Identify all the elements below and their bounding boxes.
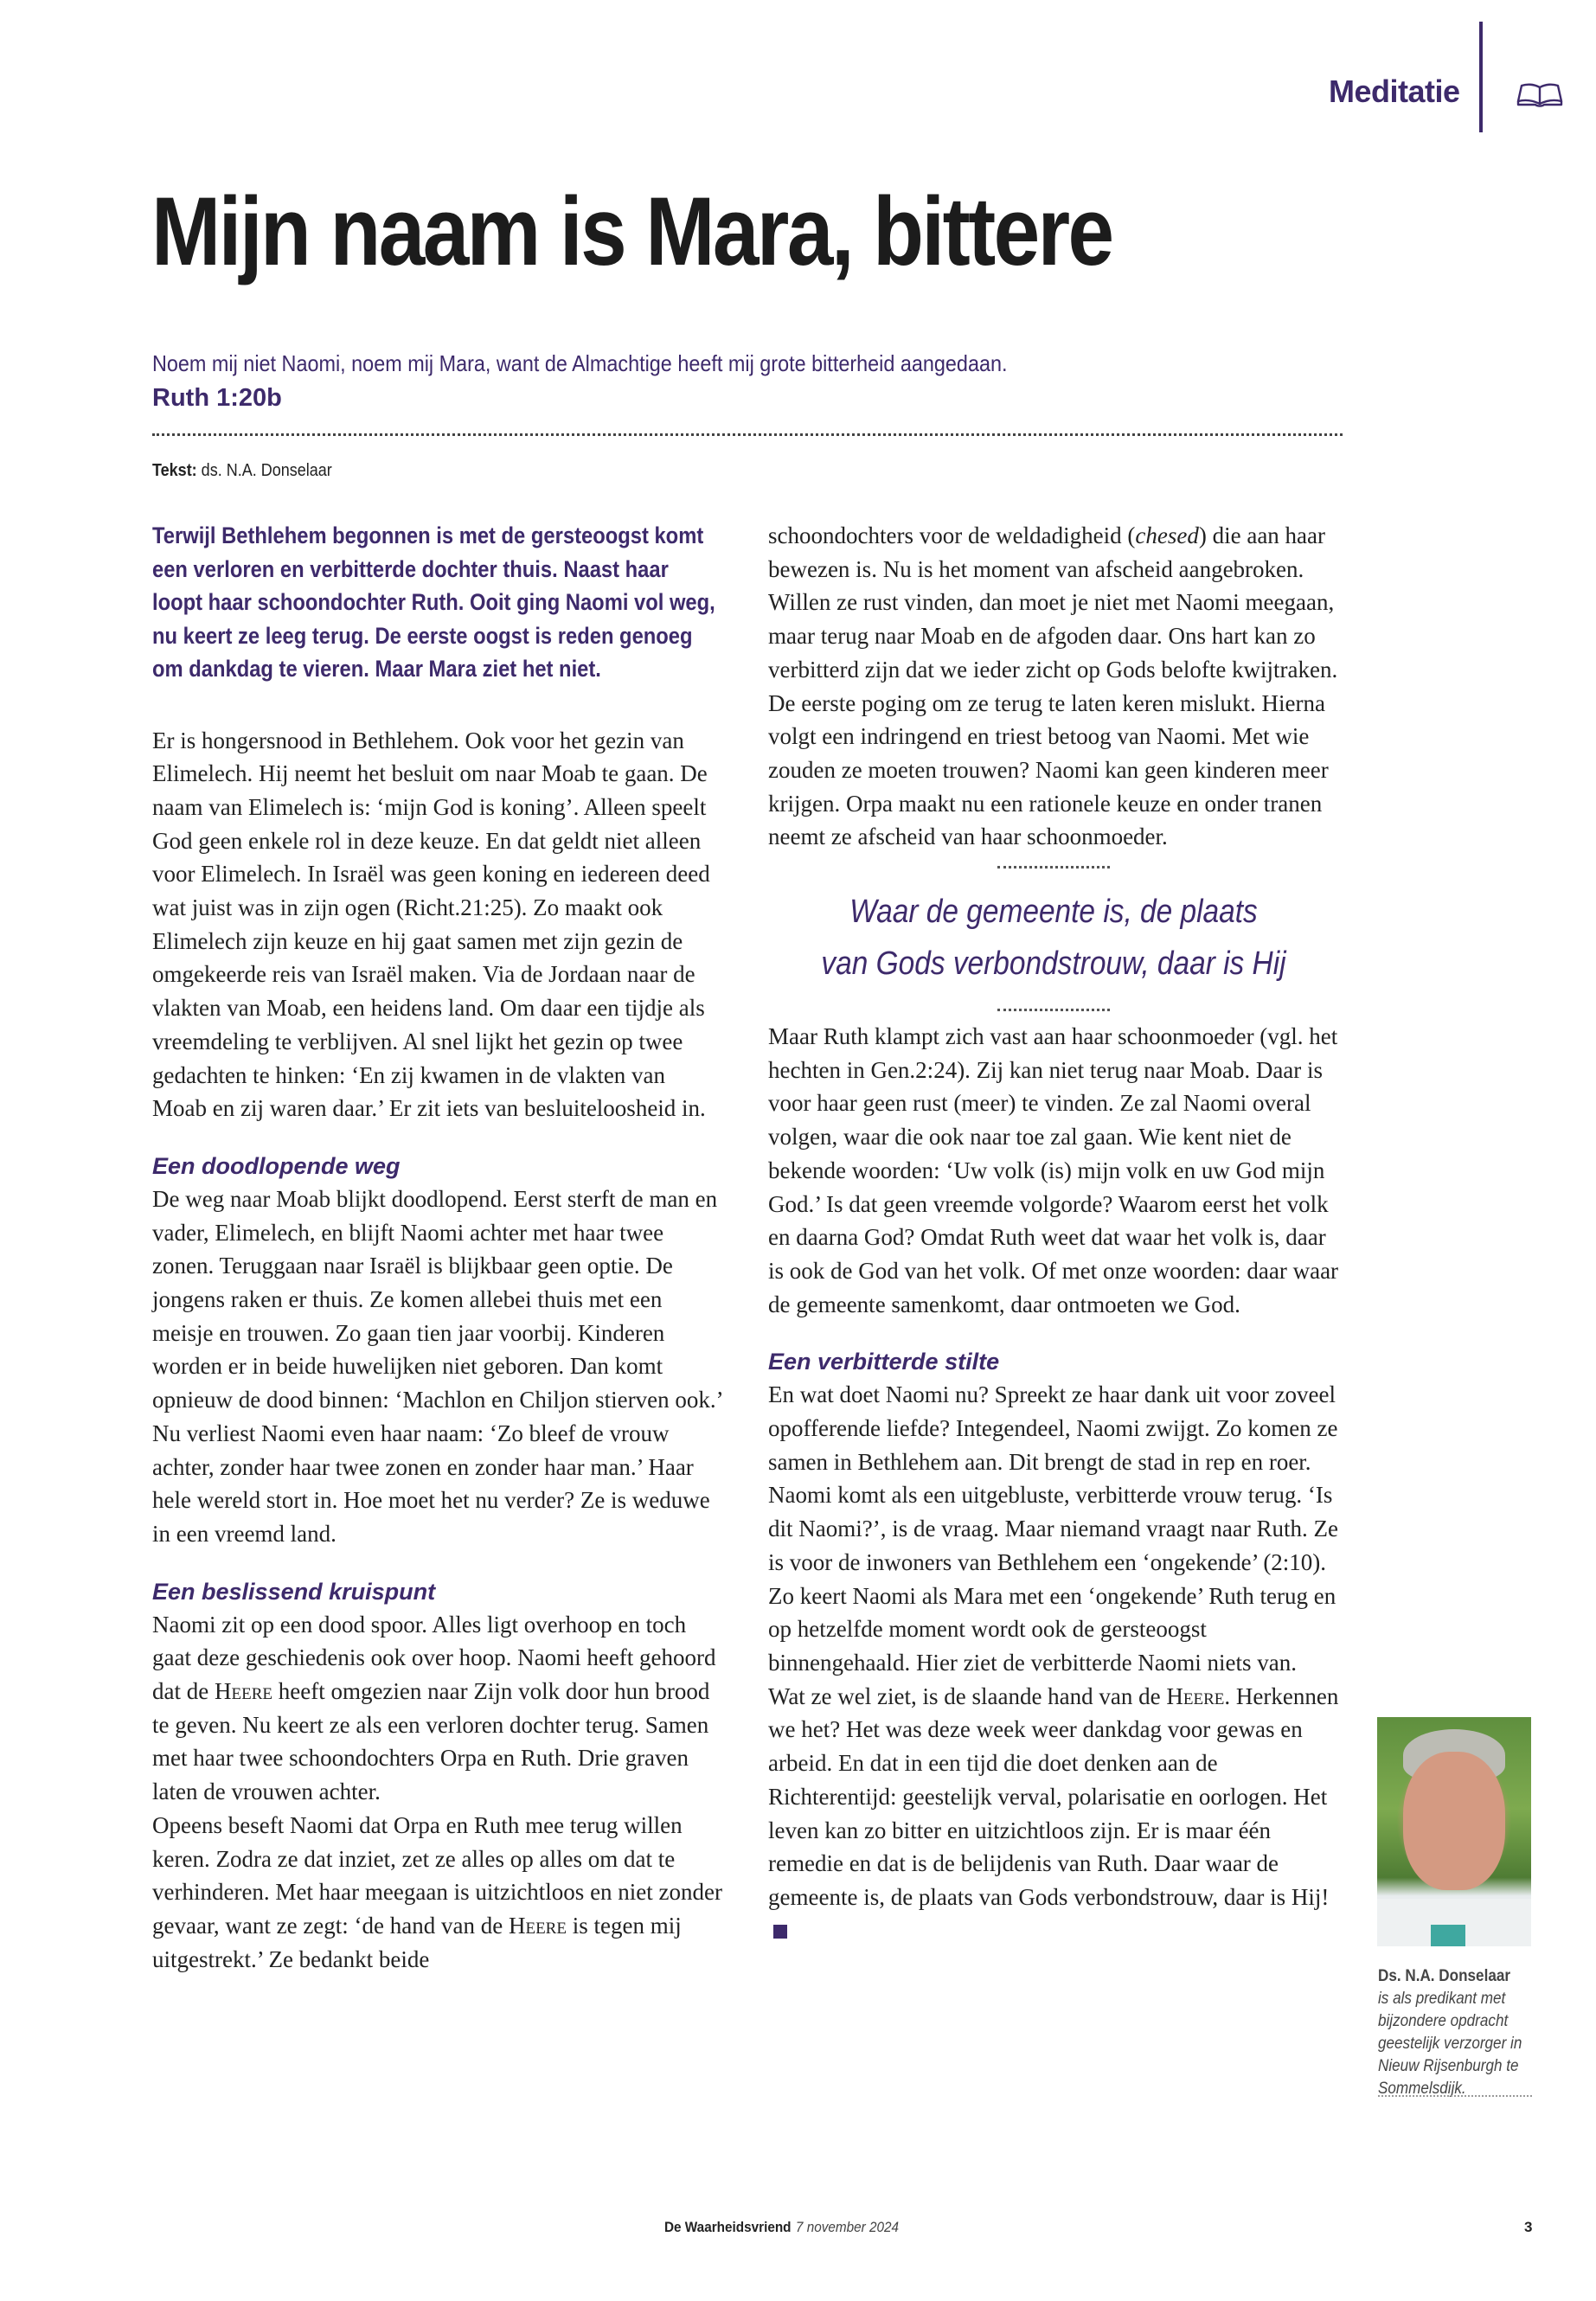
author-caption: [1378, 1965, 1542, 2100]
author-bio: is als predikant met bijzondere opdracht geestelijk verzorger in Nieuw Rijsenburgh te Sommelsdijk.: [1378, 1990, 1522, 2098]
section-divider: [1479, 22, 1483, 132]
section-label: Meditatie: [1329, 74, 1460, 109]
body-paragraph: Zo keert Naomi als Mara met een ‘ongekende’ Ruth terug en op hetzelfde moment wordt ook de gersteoogst binnengehaald. Hier ziet de verbitterde Naomi niets van. Wat ze wel ziet, is de slaande hand van de Heere. Herkennen we het? Het was deze week weer dankdag voor gewas en arbeid. En dat in een tijd die doet denken aan de Richterentijd: geestelijk verval, polarisatie en oorlogen. Het leven kan zo bitter en uitzichtloos zijn. Er is maar één remedie en dat is de belijdenis van Ruth. Daar waar de gemeente is, de plaats van Gods verbondstrouw, daar is Hij!: [768, 1580, 1339, 1948]
issue-date: 7 november 2024: [795, 2219, 900, 2235]
heere-smallcaps: Heere: [508, 1913, 567, 1939]
heere-smallcaps: Heere: [214, 1678, 272, 1705]
body-paragraph: Maar Ruth klampt zich vast aan haar schoonmoeder (vgl. het hechten in Gen.2:24). Zij kan niet terug naar Moab. Daar is voor haar geen rust (meer) te vinden. Ze zal Naomi overal volgen, waar die ook naar toe zal gaan. Wie kent niet de bekende woorden: ‘Uw volk (is) mijn volk en uw God mijn God.’ Is dat geen vreemde volgorde? Waarom eerst het volk en daarna God? Omdat Ruth weet dat waar het volk is, daar is ook de God van het volk. Of met onze woorden: daar waar de gemeente samenkomt, daar ontmoeten we God.: [768, 1023, 1339, 1317]
pull-quote-dots-bottom: [997, 1009, 1110, 1011]
end-of-article-square-icon: [773, 1925, 787, 1939]
body-paragraph: Er is hongersnood in Bethlehem. Ook voor het gezin van Elimelech. Hij neemt het besluit om naar Moab te gaan. De naam van Elimelech is: ‘mijn God is koning’. Alleen speelt God geen enkele rol in deze keuze. En dat geldt niet alleen voor Elimelech. In Israël was geen koning en iedereen deed wat juist was in zijn ogen (Richt.21:25). Zo maakt ook Elimelech zijn keuze en hij gaat samen met zijn gezin de omgekeerde reis van Israël maken. Via de Jordaan naar de vlakten van Moab, een heidens land. Om daar een tijdje als vreemdeling te verblijven. Al snel lijkt het gezin op twee gedachten te hinken: ‘En zij kwamen in de vlakten van Moab en zij waren daar.’ Er zit iets van besluiteloosheid in.: [152, 727, 710, 1122]
caption-dotted-rule: [1378, 2095, 1532, 2097]
byline: [152, 461, 332, 481]
lead-paragraph: Terwijl Bethlehem begonnen is met de gersteoogst komt een verloren en verbitterde dochter thuis. Naast haar loopt haar schoondochter Ruth. Ooit ging Naomi vol weg, nu keert ze leeg terug. De eerste oogst is reden genoeg om dankdag te vieren. Maar Mara ziet het niet.: [152, 522, 715, 682]
article-column-left: [152, 519, 723, 1976]
heere-smallcaps: Heere: [1166, 1682, 1225, 1709]
author-name: Ds. N.A. Donselaar: [1378, 1967, 1510, 1985]
publication-name: De Waarheidsvriend 7 november 2024: [664, 2219, 900, 2235]
page-number: 3: [1524, 2219, 1533, 2235]
section-header: [1298, 22, 1596, 132]
author-photo: [1377, 1717, 1531, 1946]
open-book-icon: [1516, 82, 1563, 108]
subheading: Een beslissend kruispunt: [152, 1578, 436, 1605]
pull-quote-dots-top: [997, 866, 1110, 868]
pull-quote-text: Waar de gemeente is, de plaats van Gods verbondstrouw, daar is Hij: [821, 894, 1286, 983]
body-paragraph: Naomi zit op een dood spoor. Alles ligt overhoop en toch gaat deze geschiedenis ook over hoop. Naomi heeft gehoord dat de Heere heeft omgezien naar Zijn volk door hun brood te geven. Nu keert ze als een verloren dochter terug. Samen met haar twee schoondochters Orpa en Ruth. Drie graven laten de vrouwen achter.: [152, 1611, 716, 1805]
byline-label: Tekst:: [152, 461, 197, 480]
body-paragraph: De weg naar Moab blijkt doodlopend. Eerst sterft de man en vader, Elimelech, en blijft Naomi achter met haar twee zonen. Teruggaan naar Israël is blijkbaar geen optie. De jongens raken er thuis. Ze komen allebei thuis met een meisje en trouwen. Zo gaan tien jaar voorbij. Kinderen worden er in beide huwelijken niet geboren. Dan komt opnieuw de dood binnen: ‘Machlon en Chiljon stierven ook.’ Nu verliest Naomi even haar naam: ‘Zo bleef de vrouw achter, zonder haar twee zonen en zonder haar man.’ Haar hele wereld stort in. Hoe moet het nu verder? Ze is weduwe in een vreemd land.: [152, 1185, 722, 1547]
dotted-divider: [152, 433, 1343, 436]
body-paragraph: En wat doet Naomi nu? Spreekt ze haar dank uit voor zoveel opofferende liefde? Integendeel, Naomi zwijgt. Zo komen ze samen in Bethlehem aan. Dit brengt de stad in rep en roer. Naomi komt als een uitgebluste, verbitterde vrouw terug. ‘Is dit Naomi?’, is de vraag. Maar niemand vraagt naar Ruth. Ze is voor de inwoners van Bethlehem een ‘ongekende’ (2:10).: [768, 1381, 1339, 1575]
italic-term: chesed: [1135, 522, 1199, 548]
article-title: Mijn naam is Mara, bittere: [151, 177, 1112, 285]
body-paragraph: Opeens beseft Naomi dat Orpa en Ruth mee terug willen keren. Zodra ze dat inziet, zet ze alles op alles om dat te verhinderen. Met haar meegaan is uitzichtloos en niet zonder gevaar, want ze zegt: ‘de hand van de Heere is tegen mij uitgestrekt.’ Ze bedankt beide: [152, 1811, 722, 1972]
subheading: Een doodlopende weg: [152, 1152, 401, 1179]
pull-quote: [768, 866, 1339, 1011]
subheading: Een verbitterde stilte: [768, 1349, 1000, 1375]
byline-author: ds. N.A. Donselaar: [201, 461, 332, 480]
body-paragraph: schoondochters voor de weldadigheid (chesed) die aan haar bewezen is. Nu is het moment van afscheid aangebroken. Willen ze rust vinden, dan moet je niet met Naomi meegaan, maar terug naar Moab en de afgoden daar. Ons hart kan zo verbitterd zijn dat we ieder zicht op Gods belofte kwijtraken.: [768, 522, 1338, 683]
intro-bible-reference: Ruth 1:20b: [152, 384, 282, 412]
intro-bible-quote: Noem mij niet Naomi, noem mij Mara, want de Almachtige heeft mij grote bitterheid aangedaan.: [152, 350, 1008, 376]
article-column-right: [768, 519, 1339, 1947]
body-paragraph: De eerste poging om ze terug te laten keren mislukt. Hierna volgt een indringend en triest betoog van Naomi. Met wie zouden ze moeten trouwen? Naomi kan geen kinderen meer krijgen. Orpa maakt nu een rationele keuze en onder tranen neemt ze afscheid van haar schoonmoeder.: [768, 689, 1329, 850]
